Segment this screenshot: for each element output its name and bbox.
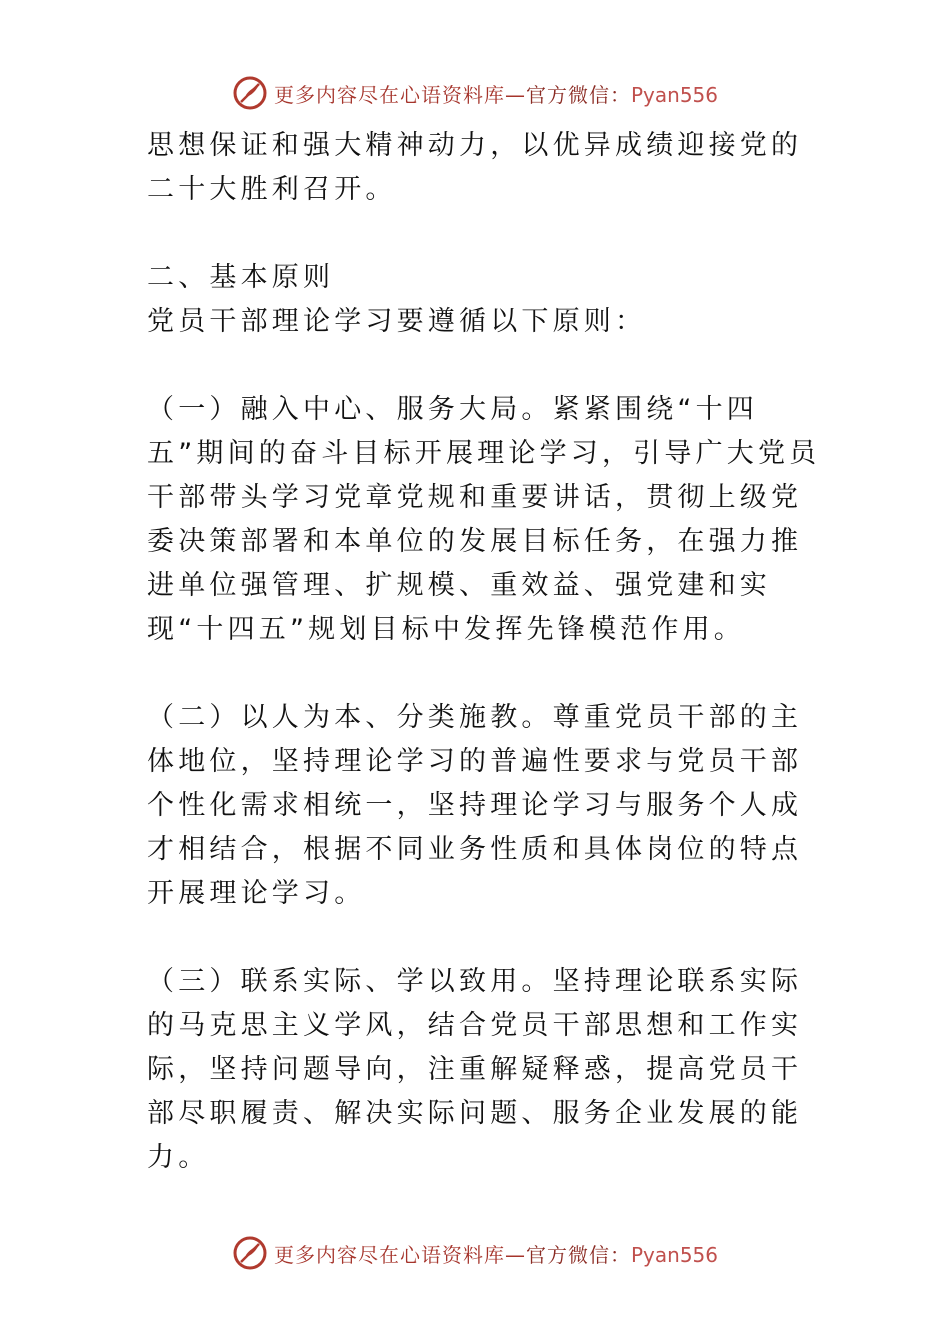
watermark-label: 官方微信： <box>525 1242 631 1267</box>
principle-1: （一）融入中心、服务大局。紧紧围绕“十四五”期间的奋斗目标开展理论学习，引导广大党员干部带头学习党章党规和重要讲话，贯彻上级党委决策部署和本单位的发展目标任务，在强力推进单位强管理、扩规模、重效益、强党建和实现“十四五”规划目标中发挥先锋模范作用。 <box>147 394 821 645</box>
footer-watermark <box>0 1233 950 1273</box>
header-watermark <box>0 73 950 113</box>
quill-seal-icon <box>232 75 268 111</box>
paragraph-gap <box>147 652 822 696</box>
watermark-label: 官方微信： <box>525 82 631 107</box>
principle-3: （三）联系实际、学以致用。坚持理论联系实际的马克思主义学风，结合党员干部思想和工作实际，坚持问题导向，注重解疑释惑，提高党员干部尽职履责、解决实际问题、服务企业发展的能力。 <box>147 966 803 1173</box>
watermark-account: Pyan556 <box>630 82 718 107</box>
document-body <box>147 124 822 1180</box>
watermark-site: 更多内容尽在心语资料库 <box>273 1242 505 1267</box>
paragraph-gap <box>147 212 822 256</box>
watermark-text <box>274 79 718 108</box>
paragraph-gap <box>147 344 822 388</box>
paragraph-intro: 党员干部理论学习要遵循以下原则： <box>147 306 647 337</box>
watermark-account: Pyan556 <box>630 1242 718 1267</box>
watermark-separator: — <box>504 82 526 107</box>
watermark-text <box>274 1239 718 1268</box>
paragraph-gap <box>147 916 822 960</box>
quill-seal-icon <box>232 1235 268 1271</box>
section-heading: 二、基本原则 <box>147 262 335 293</box>
paragraph-continuation: 思想保证和强大精神动力，以优异成绩迎接党的二十大胜利召开。 <box>147 130 803 205</box>
principle-2: （二）以人为本、分类施教。尊重党员干部的主体地位，坚持理论学习的普遍性要求与党员干部个性化需求相统一，坚持理论学习与服务个人成才相结合，根据不同业务性质和具体岗位的特点开展理论学习。 <box>147 702 803 909</box>
watermark-site: 更多内容尽在心语资料库 <box>273 82 505 107</box>
watermark-separator: — <box>504 1242 526 1267</box>
